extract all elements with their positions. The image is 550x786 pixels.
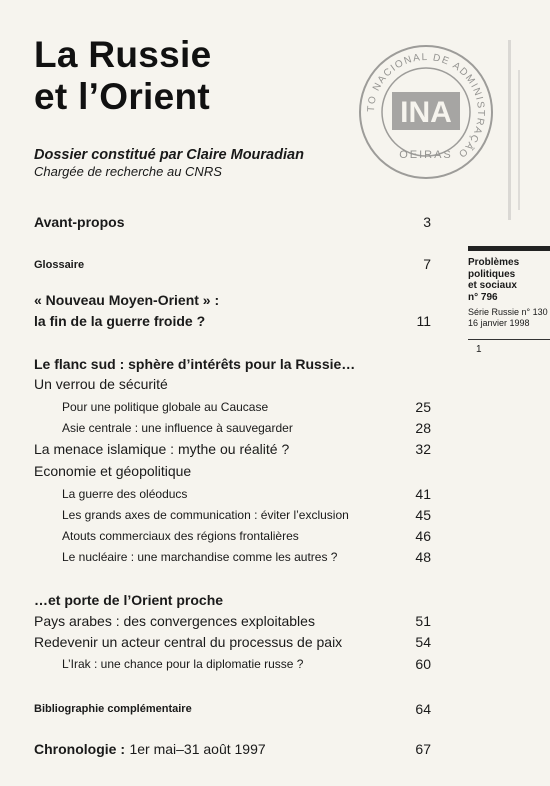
toc-page: 28 (415, 420, 431, 436)
toc-entry (0, 399, 550, 419)
toc-entry (0, 549, 550, 569)
series-title-3: et sociaux (468, 280, 517, 291)
toc-label: Le flanc sud : sphère d’intérêts pour la Russie… (34, 356, 356, 372)
series-title-1: Problèmes (468, 257, 520, 268)
toc-page: 7 (423, 256, 431, 272)
library-stamp (356, 42, 496, 182)
toc-page: 25 (415, 399, 431, 415)
toc-label: La guerre des oléoducs (62, 487, 188, 501)
toc-page: 32 (415, 441, 431, 457)
page-title-line1: La Russie (34, 34, 212, 75)
toc-page: 64 (415, 701, 431, 717)
toc-page: 48 (415, 549, 431, 565)
series-info: Série Russie n° 130 (468, 307, 548, 317)
toc-label: la fin de la guerre froide ? (34, 313, 206, 329)
toc-label: L’Irak : une chance pour la diplomatie russe ? (62, 657, 304, 671)
byline-subtitle: Chargée de recherche au CNRS (34, 164, 222, 179)
toc-label: Glossaire (34, 259, 85, 271)
toc-entry (0, 214, 550, 234)
toc-page: 54 (415, 634, 431, 650)
toc-label: Un verrou de sécurité (34, 376, 168, 392)
toc-label: …et porte de l’Orient proche (34, 592, 224, 608)
toc-page: 45 (415, 507, 431, 523)
toc-label: Economie et géopolitique (34, 463, 192, 479)
toc-label: « Nouveau Moyen-Orient » : (34, 292, 220, 308)
toc-entry (0, 613, 550, 633)
toc-section-heading (0, 592, 550, 612)
toc-entry (0, 486, 550, 506)
toc-page: 3 (423, 214, 431, 230)
toc-entry (0, 741, 550, 761)
byline: Dossier constitué par Claire Mouradian (34, 147, 304, 163)
toc-entry (0, 634, 550, 654)
toc-entry (0, 292, 550, 312)
sidebar-divider (468, 339, 550, 340)
toc-page: 11 (416, 313, 431, 329)
toc-label: La menace islamique : mythe ou réalité ? (34, 441, 290, 457)
sidebar-rule (468, 246, 550, 251)
svg-text:TO NACIONAL DE ADMINISTRAÇÃO: TO NACIONAL DE ADMINISTRAÇÃO (365, 51, 487, 160)
toc-entry (0, 420, 550, 440)
toc-entry (0, 313, 550, 333)
toc-label: Bibliographie complémentaire (34, 703, 192, 715)
toc-label: Atouts commerciaux des régions frontalières (62, 529, 299, 543)
toc-section-heading (0, 356, 550, 376)
toc-entry (0, 507, 550, 527)
page-edge-bleed (500, 30, 550, 230)
toc-page: 67 (415, 741, 431, 757)
toc-label: Les grands axes de communication : éviter l’exclusion (62, 508, 349, 522)
toc-entry (0, 656, 550, 676)
svg-text:INA: INA (400, 96, 452, 129)
toc-page: 41 (415, 486, 431, 502)
svg-text:OEIRAS: OEIRAS (399, 149, 453, 161)
series-issue-number: n° 796 (468, 291, 498, 303)
toc-entry (0, 256, 550, 279)
series-title-2: politiques (468, 268, 516, 280)
toc-entry (0, 463, 550, 483)
toc-page: 46 (415, 528, 431, 544)
page-number: 1 (476, 344, 482, 355)
toc-label: Avant-propos (34, 214, 125, 230)
toc-page: 51 (415, 613, 431, 629)
series-date: 16 janvier 1998 (468, 318, 530, 328)
toc-page: 60 (415, 656, 431, 672)
toc-entry (0, 376, 550, 396)
toc-entry (0, 441, 550, 461)
toc-entry (0, 528, 550, 548)
toc-label: Pour une politique globale au Caucase (62, 400, 269, 414)
toc-label-group (34, 741, 266, 759)
toc-label: Asie centrale : une influence à sauvegarder (62, 421, 293, 435)
toc-label: Le nucléaire : une marchandise comme les autres ? (62, 550, 338, 564)
page-title-line2: et l’Orient (34, 76, 210, 117)
toc-label-dates: 1er mai–31 août 1997 (129, 741, 266, 757)
toc-entry (0, 701, 550, 721)
toc-label: Pays arabes : des convergences exploitables (34, 613, 315, 629)
toc-label: Redevenir un acteur central du processus de paix (34, 634, 343, 650)
toc-label: Chronologie : (34, 741, 125, 757)
